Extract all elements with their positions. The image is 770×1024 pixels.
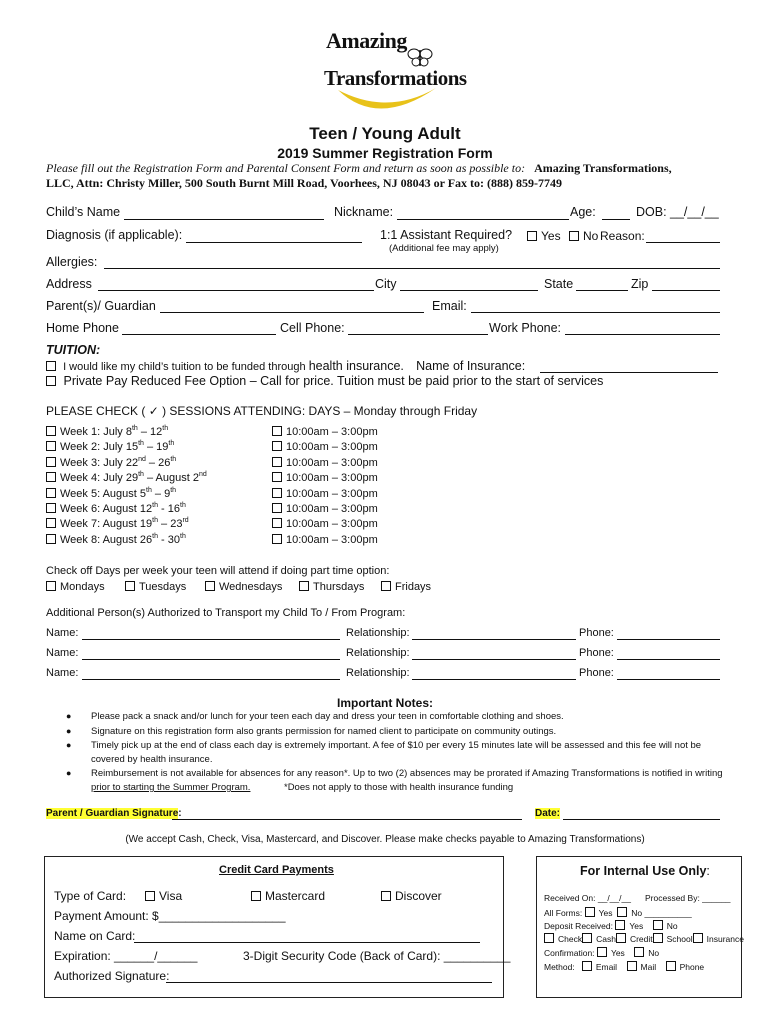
signature-field[interactable] (172, 819, 522, 820)
card-name-label: Name on Card: (54, 929, 136, 943)
received-on: Received On: __/__/__ (544, 893, 631, 903)
tuition-option-private[interactable]: Private Pay Reduced Fee Option – Call for price. Tuition must be paid prior to the start of services (46, 374, 603, 388)
zip-label: Zip (631, 277, 649, 291)
reason-field[interactable] (646, 242, 720, 243)
week-7-time-option[interactable]: 10:00am – 3:00pm (272, 518, 378, 530)
assistant-label: 1:1 Assistant Required? (380, 228, 513, 242)
day-wednesdays[interactable]: Wednesdays (205, 581, 282, 593)
checkbox-icon[interactable] (272, 534, 282, 544)
assistant-yes[interactable]: Yes (527, 229, 561, 243)
signature-label: Parent / Guardian Signature: (46, 808, 182, 819)
week-5-time-option[interactable]: 10:00am – 3:00pm (272, 488, 378, 500)
state-label: State (544, 277, 574, 291)
sessions-heading: PLEASE CHECK ( ✓ ) SESSIONS ATTENDING: DAYS – Monday through Friday (46, 404, 478, 418)
checkbox-icon[interactable] (272, 441, 282, 451)
transport-name-label-3: Name: (46, 667, 79, 679)
cell-phone-label: Cell Phone: (280, 321, 345, 335)
note-3: Timely pick up at the end of class each day is extremely important. A fee of $10 per every 15 minutes late will be assessed and this fee will not be (91, 740, 702, 751)
transport-phone-field-2[interactable] (617, 659, 720, 660)
transport-name-label-1: Name: (46, 627, 79, 639)
all-forms: All Forms: Yes No __________ (544, 908, 692, 918)
parent-label: Parent(s)/ Guardian (46, 299, 156, 313)
card-type-label: Type of Card: (54, 889, 127, 903)
checkbox-icon[interactable] (272, 488, 282, 498)
transport-name-field-2[interactable] (82, 659, 340, 660)
week-3-option[interactable]: Week 3: July 22nd – 26th (46, 457, 176, 469)
day-tuesdays[interactable]: Tuesdays (125, 581, 186, 593)
confirmation: Confirmation: Yes No (544, 948, 660, 958)
child-name-label: Child’s Name (46, 205, 121, 219)
checkbox-icon[interactable] (653, 920, 663, 930)
transport-name-field-3[interactable] (82, 679, 340, 680)
tuition-heading: TUITION: (46, 343, 101, 357)
checkbox-icon[interactable] (46, 441, 56, 451)
page-title: Teen / Young Adult (309, 124, 461, 143)
week-1-option[interactable]: Week 1: July 8th – 12th (46, 426, 168, 438)
checkbox-icon[interactable] (666, 961, 676, 971)
age-field[interactable] (602, 219, 630, 220)
tuition-option-insurance[interactable]: I would like my child’s tuition to be funded through health insurance. Name of Insurance: (46, 359, 525, 373)
checkbox-icon[interactable] (46, 488, 56, 498)
checkbox-icon[interactable] (272, 457, 282, 467)
city-label: City (375, 277, 397, 291)
checkbox-icon[interactable] (544, 933, 554, 943)
week-3-time-option[interactable]: 10:00am – 3:00pm (272, 457, 378, 469)
work-phone-field[interactable] (565, 334, 720, 335)
authorized-signature-field[interactable] (166, 982, 492, 983)
checkbox-icon[interactable] (46, 457, 56, 467)
week-4-time-option[interactable]: 10:00am – 3:00pm (272, 472, 378, 484)
nickname-label: Nickname: (334, 205, 394, 219)
processed-by: Processed By: ______ (645, 893, 731, 903)
diagnosis-field[interactable] (186, 242, 362, 243)
bullet-icon: ● (66, 740, 72, 750)
logo-swoosh (318, 28, 463, 118)
payment-amount-field[interactable]: Payment Amount: $___________________ (54, 909, 286, 923)
bullet-icon: ● (66, 768, 72, 778)
insurance-name-field[interactable] (540, 372, 718, 373)
checkbox-icon[interactable] (299, 581, 309, 591)
card-name-field[interactable] (134, 942, 480, 943)
week-7-option[interactable]: Week 7: August 19th – 23rd (46, 518, 189, 530)
home-phone-field[interactable] (122, 334, 276, 335)
card-mastercard[interactable]: Mastercard (251, 889, 325, 903)
age-label: Age: (570, 205, 596, 219)
address-label: Address (46, 277, 92, 291)
checkbox-icon[interactable] (615, 920, 625, 930)
reason-label: Reason: (600, 229, 645, 243)
transport-relationship-field-3[interactable] (412, 679, 576, 680)
week-8-time-option[interactable]: 10:00am – 3:00pm (272, 534, 378, 546)
zip-field[interactable] (652, 290, 720, 291)
transport-relationship-field-1[interactable] (412, 639, 576, 640)
week-2-time-option[interactable]: 10:00am – 3:00pm (272, 441, 378, 453)
checkbox-icon[interactable] (272, 426, 282, 436)
checkbox-icon[interactable] (272, 472, 282, 482)
deposit-received: Deposit Received: Yes No (544, 921, 678, 931)
fee-note: (Additional fee may apply) (389, 243, 499, 254)
note-2: Signature on this registration form also grants permission for named client to participate on community outings. (91, 726, 557, 737)
checkbox-icon[interactable] (653, 933, 663, 943)
assistant-no[interactable]: No (569, 229, 598, 243)
logo-line2: Transformations (324, 66, 467, 90)
week-5-option[interactable]: Week 5: August 5th – 9th (46, 488, 176, 500)
day-mondays[interactable]: Mondays (46, 581, 105, 593)
child-name-field[interactable] (124, 219, 324, 220)
checkbox-icon[interactable] (569, 231, 579, 241)
checkbox-icon[interactable] (125, 581, 135, 591)
checkbox-icon[interactable] (582, 961, 592, 971)
email-field[interactable] (471, 312, 720, 313)
note-4b: prior to starting the Summer Program. (91, 782, 251, 793)
transport-phone-label-2: Phone: (579, 647, 614, 659)
checkbox-icon[interactable] (272, 518, 282, 528)
checkbox-icon[interactable] (693, 933, 703, 943)
week-2-option[interactable]: Week 2: July 15th – 19th (46, 441, 174, 453)
city-field[interactable] (400, 290, 538, 291)
note-4c: *Does not apply to those with health insurance funding (284, 782, 514, 793)
allergies-field[interactable] (104, 268, 720, 269)
checkbox-icon[interactable] (145, 891, 155, 901)
week-1-time-option[interactable]: 10:00am – 3:00pm (272, 426, 378, 438)
checkbox-icon[interactable] (46, 518, 56, 528)
email-label: Email: (432, 299, 467, 313)
transport-relationship-label-3: Relationship: (346, 667, 410, 679)
checkbox-icon[interactable] (616, 933, 626, 943)
logo (318, 28, 467, 118)
contact-method: Method: Email Mail Phone (544, 962, 705, 972)
card-discover[interactable]: Discover (381, 889, 442, 903)
expiration-field[interactable]: Expiration: ______/______ (54, 949, 198, 963)
transport-phone-field-3[interactable] (617, 679, 720, 680)
date-label: Date: (535, 808, 561, 819)
checkbox-icon[interactable] (46, 376, 56, 386)
checkbox-icon[interactable] (272, 503, 282, 513)
state-field[interactable] (576, 290, 628, 291)
intro-text: Please fill out the Registration Form and Parental Consent Form and return as soon as possible to: Amazing Transformations, LLC, Attn: Christy Miller, 500 South Burnt Mill Road, Voorhees, NJ 08043 or Fax to: (888) 859-7749 (46, 161, 672, 190)
checkbox-icon[interactable] (46, 503, 56, 513)
logo-line1: Amazing (326, 28, 407, 53)
card-visa[interactable]: Visa (145, 889, 182, 903)
week-6-time-option[interactable]: 10:00am – 3:00pm (272, 503, 378, 515)
authorized-signature-label: Authorized Signature: (54, 969, 170, 983)
transport-name-label-2: Name: (46, 647, 79, 659)
checkbox-icon[interactable] (381, 581, 391, 591)
bullet-icon: ● (66, 711, 72, 721)
checkbox-icon[interactable] (634, 947, 644, 957)
checkbox-icon[interactable] (597, 947, 607, 957)
payment-methods: Check Cash Credit School Insurance (544, 933, 744, 944)
day-thursdays[interactable]: Thursdays (299, 581, 364, 593)
note-4: Reimbursement is not available for absences for any reason*. Up to two (2) absences may be prorated if Amazing Transformations is notified in writing (91, 768, 723, 779)
week-4-option[interactable]: Week 4: July 29th – August 2nd (46, 472, 207, 484)
checkbox-icon[interactable] (205, 581, 215, 591)
transport-relationship-label-1: Relationship: (346, 627, 410, 639)
diagnosis-label: Diagnosis (if applicable): (46, 228, 183, 242)
week-8-option[interactable]: Week 8: August 26th - 30th (46, 534, 186, 546)
transport-name-field-1[interactable] (82, 639, 340, 640)
transport-relationship-field-2[interactable] (412, 659, 576, 660)
date-field[interactable] (563, 819, 720, 820)
bullet-icon: ● (66, 726, 72, 736)
checkbox-icon[interactable] (46, 472, 56, 482)
parttime-heading: Check off Days per week your teen will attend if doing part time option: (46, 565, 390, 577)
transport-heading: Additional Person(s) Authorized to Transport my Child To / From Program: (46, 607, 406, 619)
week-6-option[interactable]: Week 6: August 12th - 16th (46, 503, 186, 515)
cell-phone-field[interactable] (348, 334, 488, 335)
checkbox-icon[interactable] (381, 891, 391, 901)
checkbox-icon[interactable] (527, 231, 537, 241)
home-phone-label: Home Phone (46, 321, 119, 335)
transport-phone-label-1: Phone: (579, 627, 614, 639)
internal-heading: For Internal Use Only: (580, 864, 710, 878)
address-field[interactable] (98, 290, 374, 291)
transport-phone-field-1[interactable] (617, 639, 720, 640)
checkbox-icon[interactable] (46, 534, 56, 544)
notes-heading: Important Notes: (337, 696, 433, 710)
checkbox-icon[interactable] (251, 891, 261, 901)
checkbox-icon[interactable] (582, 933, 592, 943)
transport-relationship-label-2: Relationship: (346, 647, 410, 659)
transport-phone-label-3: Phone: (579, 667, 614, 679)
parent-field[interactable] (160, 312, 424, 313)
day-fridays[interactable]: Fridays (381, 581, 431, 593)
note-1: Please pack a snack and/or lunch for your teen each day and dress your teen in comfortable clothing and shoes. (91, 711, 564, 722)
page-subtitle: 2019 Summer Registration Form (277, 145, 493, 161)
checkbox-icon[interactable] (627, 961, 637, 971)
allergies-label: Allergies: (46, 255, 98, 269)
nickname-field[interactable] (397, 219, 569, 220)
checkbox-icon[interactable] (46, 361, 56, 371)
checkbox-icon[interactable] (585, 907, 595, 917)
work-phone-label: Work Phone: (489, 321, 562, 335)
checkbox-icon[interactable] (46, 581, 56, 591)
butterfly-icon (408, 49, 432, 66)
checkbox-icon[interactable] (46, 426, 56, 436)
credit-heading: Credit Card Payments (219, 864, 334, 876)
security-code-field[interactable]: 3-Digit Security Code (Back of Card): __________ (243, 949, 511, 963)
note-3b: covered by health insurance. (91, 754, 213, 765)
checkbox-icon[interactable] (617, 907, 627, 917)
dob-field[interactable]: DOB: __/__/__ (636, 205, 719, 219)
payment-note: (We accept Cash, Check, Visa, Mastercard, and Discover. Please make checks payable to Amazing Transformations) (125, 834, 645, 845)
